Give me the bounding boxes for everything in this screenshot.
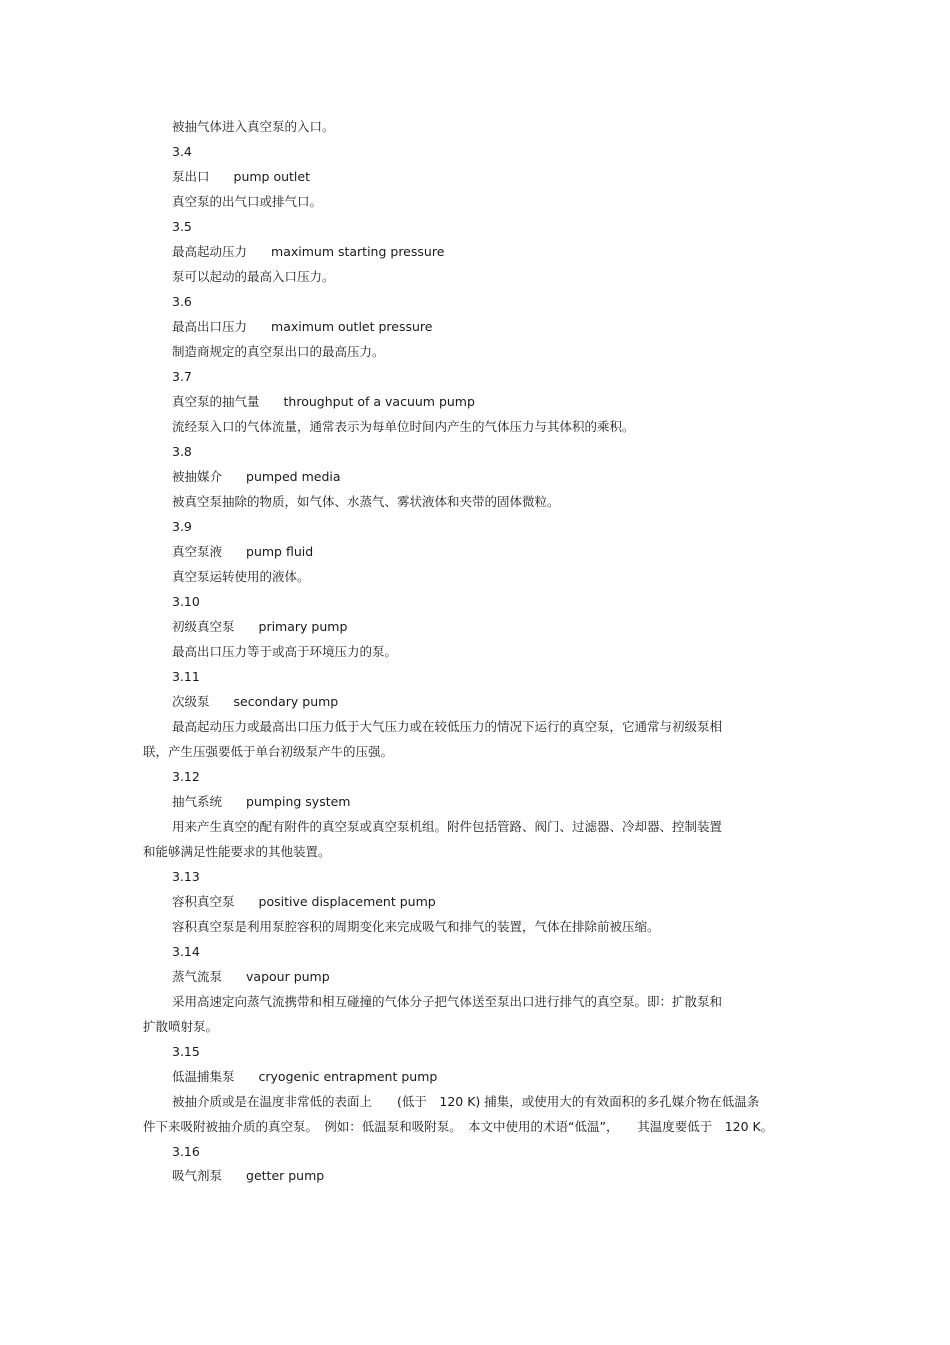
term-heading: [172, 319, 432, 335]
term-heading: [172, 794, 350, 810]
clause-number: 3.14: [172, 944, 200, 959]
term-en: pumping system: [246, 794, 351, 809]
clause-number: 3.7: [172, 369, 192, 384]
term-cn: 最高出口压力: [172, 319, 248, 334]
term-en: cryogenic entrapment pump: [258, 1069, 438, 1084]
clause-number: 3.4: [172, 144, 192, 159]
term-en: getter pump: [246, 1168, 325, 1183]
clause-number: 3.6: [172, 294, 192, 309]
clause-number: 3.12: [172, 769, 200, 784]
term-en: positive displacement pump: [258, 894, 436, 909]
term-cn: 低温捕集泵: [172, 1069, 235, 1084]
clause-number: 3.16: [172, 1144, 200, 1159]
term-heading: [172, 1069, 437, 1085]
definition-text: 泵可以起动的最高入口压力。: [172, 269, 335, 284]
term-cn: 次级泵: [172, 694, 210, 709]
term-cn: 初级真空泵: [172, 619, 235, 634]
term-cn: 真空泵的抽气量: [172, 394, 260, 409]
term-cn: 抽气系统: [172, 794, 223, 809]
definition-text: 最高出口压力等于或高于环境压力的泵。: [172, 644, 398, 659]
term-heading: [172, 544, 313, 560]
term-heading: [172, 169, 310, 185]
term-cn: 真空泵液: [172, 544, 223, 559]
term-en: maximum starting pressure: [271, 244, 445, 259]
definition-text: 最高起动压力或最高出口压力低于大气压力或在较低压力的情况下运行的真空泵，它通常与初级泵相: [172, 719, 723, 734]
term-heading: [172, 394, 475, 410]
clause-number: 3.13: [172, 869, 200, 884]
definition-text: 真空泵的出气口或排气口。: [172, 194, 323, 209]
term-en: secondary pump: [233, 694, 339, 709]
definition-text: 联，产生压强要低于单台初级泵产牛的压强。: [143, 744, 394, 759]
clause-number: 3.9: [172, 519, 192, 534]
term-cn: 蒸气流泵: [172, 969, 223, 984]
definition-text: 被真空泵抽除的物质，如气体、水蒸气、雾状液体和夹带的固体微粒。: [172, 494, 560, 509]
term-heading: [172, 1168, 324, 1184]
term-cn: 容积真空泵: [172, 894, 235, 909]
term-heading: [172, 469, 341, 485]
term-heading: [172, 894, 436, 910]
definition-text: 制造商规定的真空泵出口的最高压力。: [172, 344, 385, 359]
definition-text: 容积真空泵是利用泵腔容积的周期变化来完成吸气和排气的装置，气体在排除前被压缩。: [172, 919, 660, 934]
clause-number: 3.10: [172, 594, 200, 609]
term-cn: 泵出口: [172, 169, 210, 184]
term-cn: 被抽媒介: [172, 469, 223, 484]
term-en: primary pump: [258, 619, 348, 634]
term-en: pump fluid: [246, 544, 314, 559]
clause-number: 3.5: [172, 219, 192, 234]
definition-text: 被抽介质或是在温度非常低的表面上 (低于 120 K) 捕集，或使用大的有效面积的多孔媒介物在低温条: [172, 1094, 760, 1109]
term-cn: 吸气剂泵: [172, 1168, 223, 1183]
term-cn: 最高起动压力: [172, 244, 248, 259]
definition-text: 扩散喷射泵。: [143, 1019, 219, 1034]
definition-text: 件下来吸附被抽介质的真空泵。 例如：低温泵和吸附泵。 本文中使用的术语“低温”， 其温度要低于 120 K。: [143, 1119, 774, 1134]
definition-text: 和能够满足性能要求的其他装置。: [143, 844, 331, 859]
term-en: vapour pump: [246, 969, 330, 984]
term-heading: [172, 244, 444, 260]
term-en: throughput of a vacuum pump: [283, 394, 475, 409]
term-en: maximum outlet pressure: [271, 319, 433, 334]
term-heading: [172, 969, 330, 985]
term-en: pumped media: [246, 469, 341, 484]
term-heading: [172, 694, 338, 710]
definition-text: 采用高速定向蒸气流携带和相互碰撞的气体分子把气体送至泵出口进行排气的真空泵。即：扩散泵和: [172, 994, 723, 1009]
definition-text: 用来产生真空的配有附件的真空泵或真空泵机组。附件包括管路、阀门、过滤器、冷却器、控制装置: [172, 819, 723, 834]
clause-number: 3.11: [172, 669, 200, 684]
clause-number: 3.15: [172, 1044, 200, 1059]
definition-text: 流经泵入口的气体流量，通常表示为每单位时间内产生的气体压力与其体积的乘积。: [172, 419, 635, 434]
definition-text: 被抽气体进入真空泵的入口。: [172, 119, 335, 134]
term-en: pump outlet: [233, 169, 310, 184]
clause-number: 3.8: [172, 444, 192, 459]
definition-text: 真空泵运转使用的液体。: [172, 569, 310, 584]
term-heading: [172, 619, 347, 635]
